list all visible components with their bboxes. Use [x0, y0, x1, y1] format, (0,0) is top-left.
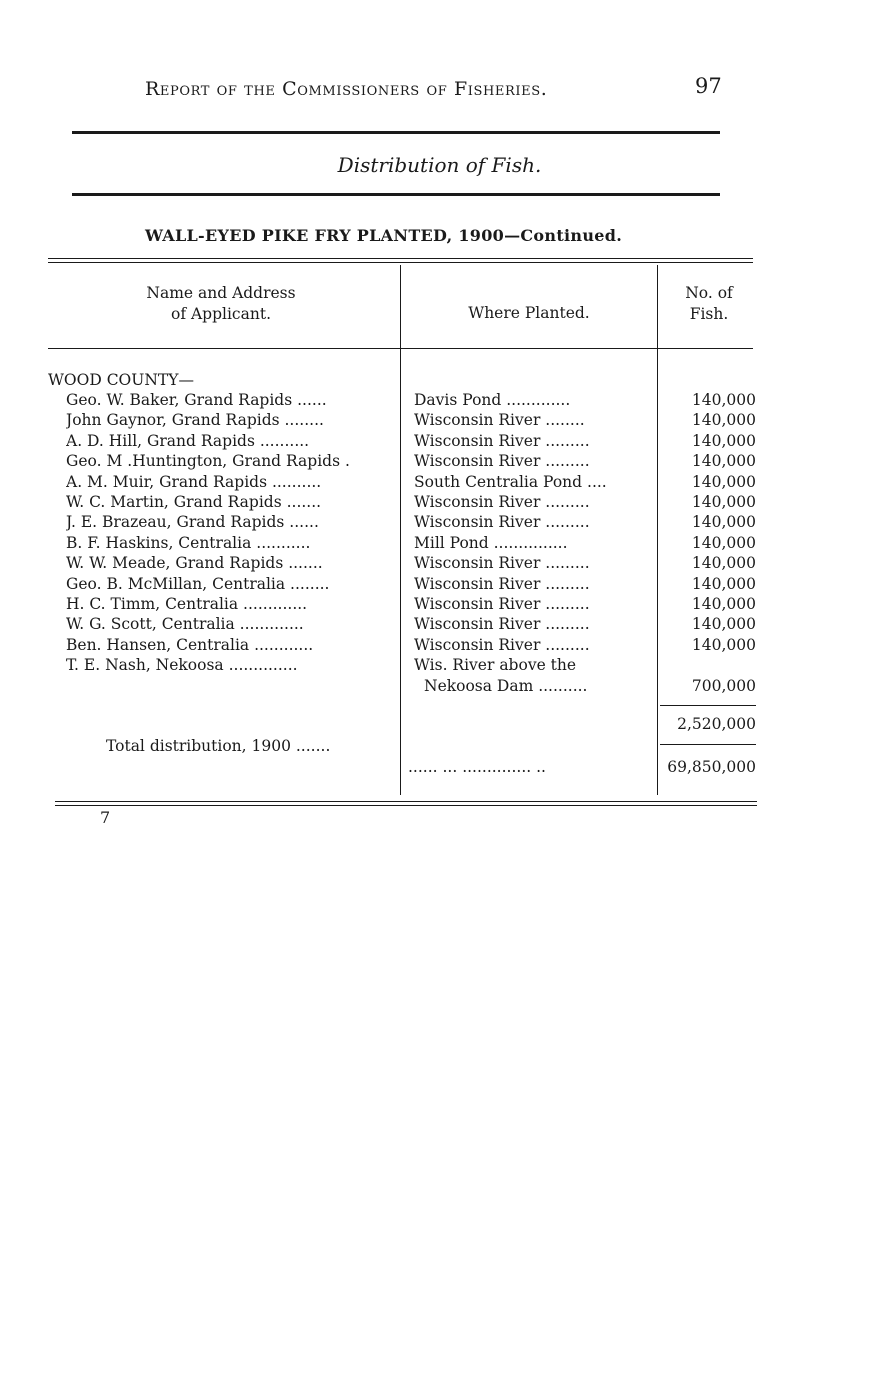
- where-cell: Wisconsin River .........: [414, 595, 590, 613]
- where-cell: Wisconsin River ........: [414, 411, 585, 430]
- where-cell: Wisconsin River .........: [414, 615, 590, 634]
- count-cell: 140,000: [691, 533, 756, 552]
- applicant-cell: Ben. Hansen, Centralia ............: [66, 635, 314, 654]
- running-head: Report of the Commissioners of Fisheries.: [145, 78, 548, 100]
- where-cell: Mill Pond ...............: [414, 533, 568, 552]
- count-cell: 700,000: [691, 676, 756, 695]
- column-header-where: Where Planted.: [468, 304, 590, 322]
- count-cell: 140,000: [691, 411, 756, 430]
- applicant-cell: W. G. Scott, Centralia .............: [66, 615, 304, 634]
- subtotal-rule: [660, 705, 756, 706]
- total-dots: ...... ... .............. ..: [408, 758, 546, 776]
- count-cell: 140,000: [691, 595, 756, 613]
- count-cell: 140,000: [691, 554, 756, 573]
- where-cell: Davis Pond .............: [414, 391, 571, 409]
- signature-mark: 7: [100, 808, 111, 827]
- applicant-cell: Geo. W. Baker, Grand Rapids ......: [66, 391, 327, 409]
- column-header-count: No. of Fish.: [685, 284, 733, 323]
- applicant-cell: A. M. Muir, Grand Rapids ..........: [66, 472, 322, 491]
- where-cell: South Centralia Pond ....: [414, 472, 607, 491]
- where-cell-continued: Nekoosa Dam ..........: [424, 676, 588, 695]
- table-bottom-rule-2: [55, 805, 757, 806]
- page-number: 97: [695, 74, 722, 98]
- count-cell: 140,000: [691, 472, 756, 491]
- section-rule: [72, 193, 720, 196]
- count-cell: 140,000: [691, 635, 756, 654]
- count-cell: 140,000: [691, 431, 756, 450]
- table-top-rule-2: [48, 262, 753, 263]
- county-label: WOOD COUNTY—: [48, 371, 194, 389]
- table-title: WALL-EYED PIKE FRY PLANTED, 1900—Continued.: [145, 226, 623, 245]
- count-cell: 140,000: [691, 513, 756, 532]
- where-cell: Wisconsin River .........: [414, 493, 590, 511]
- applicant-cell: John Gaynor, Grand Rapids ........: [66, 411, 324, 430]
- applicant-cell: H. C. Timm, Centralia .............: [66, 595, 308, 613]
- section-title: Distribution of Fish.: [337, 153, 542, 177]
- where-cell: Wis. River above the: [414, 656, 577, 675]
- where-cell: Wisconsin River .........: [414, 554, 590, 573]
- where-cell: Wisconsin River .........: [414, 574, 590, 593]
- count-cell: 140,000: [691, 574, 756, 593]
- applicant-cell: W. W. Meade, Grand Rapids .......: [66, 554, 323, 573]
- count-cell: 140,000: [691, 452, 756, 471]
- total-value: 69,850,000: [667, 758, 756, 776]
- subtotal-value: 2,520,000: [677, 715, 756, 733]
- column-header-applicant: Name and Address of Applicant.: [146, 284, 296, 323]
- count-cell: 140,000: [691, 391, 756, 409]
- applicant-cell: Geo. M .Huntington, Grand Rapids .: [66, 452, 350, 471]
- where-cell: Wisconsin River .........: [414, 452, 590, 471]
- applicant-cell: A. D. Hill, Grand Rapids ..........: [66, 431, 310, 450]
- table-top-rule: [48, 258, 753, 259]
- top-rule: [72, 131, 720, 134]
- where-cell: Wisconsin River .........: [414, 513, 590, 532]
- column-divider-left: [400, 265, 401, 795]
- table-bottom-rule: [55, 801, 757, 802]
- total-rule: [660, 744, 756, 745]
- applicant-cell: J. E. Brazeau, Grand Rapids ......: [66, 513, 319, 532]
- where-cell: Wisconsin River .........: [414, 635, 590, 654]
- applicant-cell: Geo. B. McMillan, Centralia ........: [66, 574, 330, 593]
- applicant-cell: W. C. Martin, Grand Rapids .......: [66, 493, 322, 511]
- count-cell: 140,000: [691, 615, 756, 634]
- applicant-cell: B. F. Haskins, Centralia ...........: [66, 533, 311, 552]
- total-label: Total distribution, 1900 .......: [106, 737, 331, 755]
- count-cell: 140,000: [691, 493, 756, 511]
- header-bottom-rule: [48, 348, 753, 349]
- where-cell: Wisconsin River .........: [414, 431, 590, 450]
- applicant-cell: T. E. Nash, Nekoosa ..............: [66, 656, 298, 675]
- column-divider-right: [657, 265, 658, 795]
